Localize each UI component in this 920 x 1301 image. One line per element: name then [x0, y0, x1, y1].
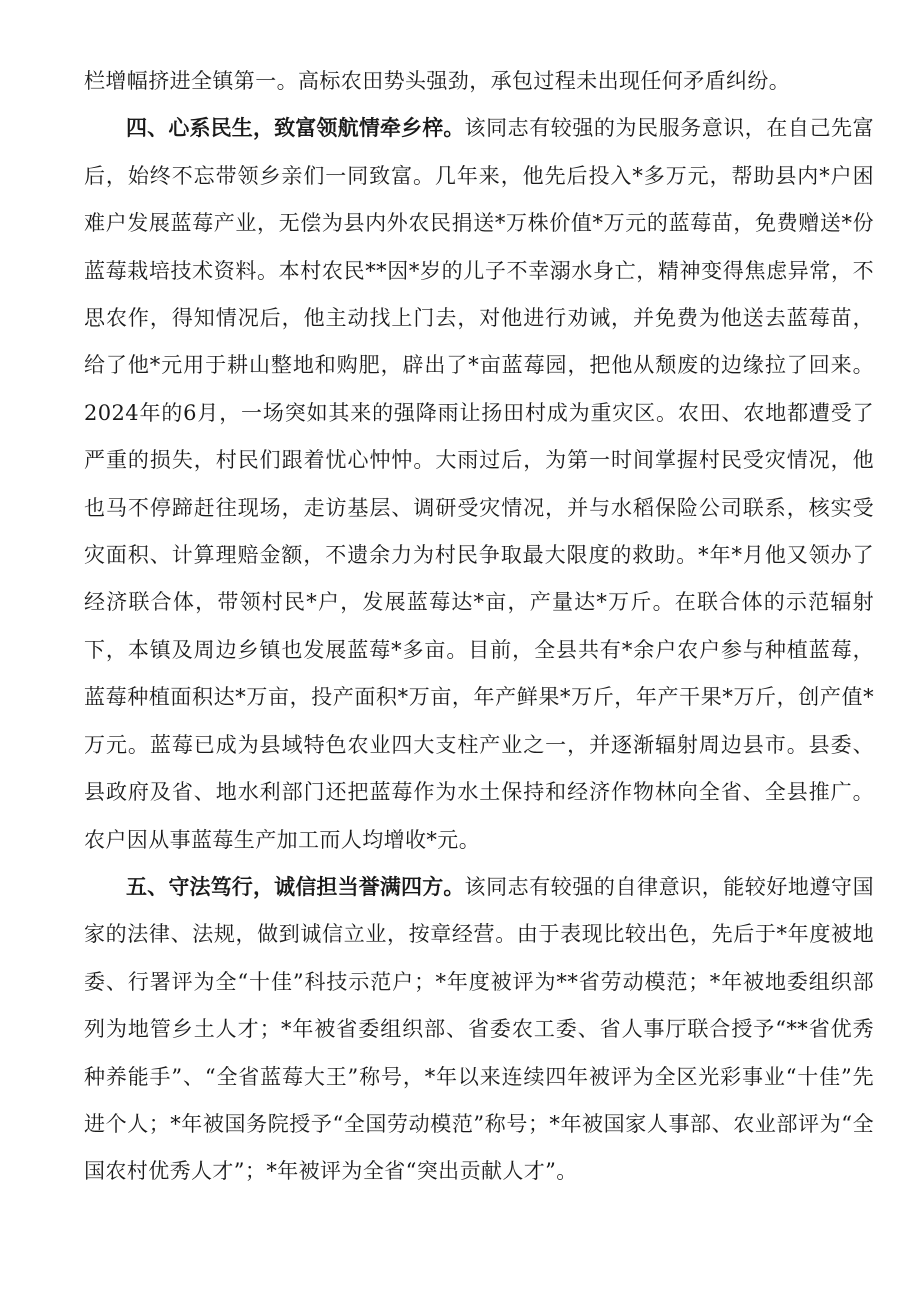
- document-page: [84, 58, 874, 1196]
- paragraph-text: 该同志有较强的自律意识，能较好地遵守国家的法律、法规，做到诚信立业，按章经营。由于表现比较出色，先后于*年度被地委、行署评为全“十佳”科技示范户；*年度被评为**省劳动模范；*年被地委组织部列为地管乡土人才；*年被省委组织部、省委农工委、省人事厅联合授予“**省优秀种养能手”、“全省蓝莓大王”称号，*年以来连续四年被评为全区光彩事业“十佳”先进个人；*年被国务院授予“全国劳动模范”称号；*年被国家人事部、农业部评为“全国农村优秀人才”；*年被评为全省“突出贡献人才”。: [84, 874, 874, 1184]
- section-heading-five: 五、守法笃行，诚信担当誉满四方。: [126, 874, 465, 899]
- paragraph-section-five: [84, 864, 874, 1196]
- paragraph-text: 该同志有较强的为民服务意识，在自己先富后，始终不忘带领乡亲们一同致富。几年来，他先后投入*多万元，帮助县内*户困难户发展蓝莓产业，无偿为县内外农民捐送*万株价值*万元的蓝莓苗，免费赠送*份蓝莓栽培技术资料。本村农民**因*岁的儿子不幸溺水身亡，精神变得焦虑异常，不思农作，得知情况后，他主动找上门去，对他进行劝诫，并免费为他送去蓝莓苗，给了他*元用于耕山整地和购肥，辟出了*亩蓝莓园，把他从颓废的边缘拉了回来。2024年的6月，一场突如其来的强降雨让扬田村成为重灾区。农田、农地都遭受了严重的损失，村民们跟着忧心忡忡。大雨过后，为第一时间掌握村民受灾情况，他也马不停蹄赶往现场，走访基层、调研受灾情况，并与水稻保险公司联系，核实受灾面积、计算理赔金额，不遗余力为村民争取最大限度的救助。*年*月他又领办了经济联合体，带领村民*户，发展蓝莓达*亩，产量达*万斤。在联合体的示范辐射下，本镇及周边乡镇也发展蓝莓*多亩。目前，全县共有*余户农户参与种植蓝莓，蓝莓种植面积达*万亩，投产面积*万亩，年产鲜果*万斤，年产干果*万斤，创产值*万元。蓝莓已成为县域特色农业四大支柱产业之一，并逐渐辐射周边县市。县委、县政府及省、地水利部门还把蓝莓作为水土保持和经济作物林向全省、全县推广。农户因从事蓝莓生产加工而人均增收*元。: [84, 116, 874, 852]
- paragraph-text: 栏增幅挤进全镇第一。高标农田势头强劲，承包过程未出现任何矛盾纠纷。: [84, 69, 791, 93]
- paragraph-continuation: [84, 58, 874, 105]
- paragraph-section-four: [84, 105, 874, 864]
- section-heading-four: 四、心系民生，致富领航情牵乡梓。: [126, 116, 465, 141]
